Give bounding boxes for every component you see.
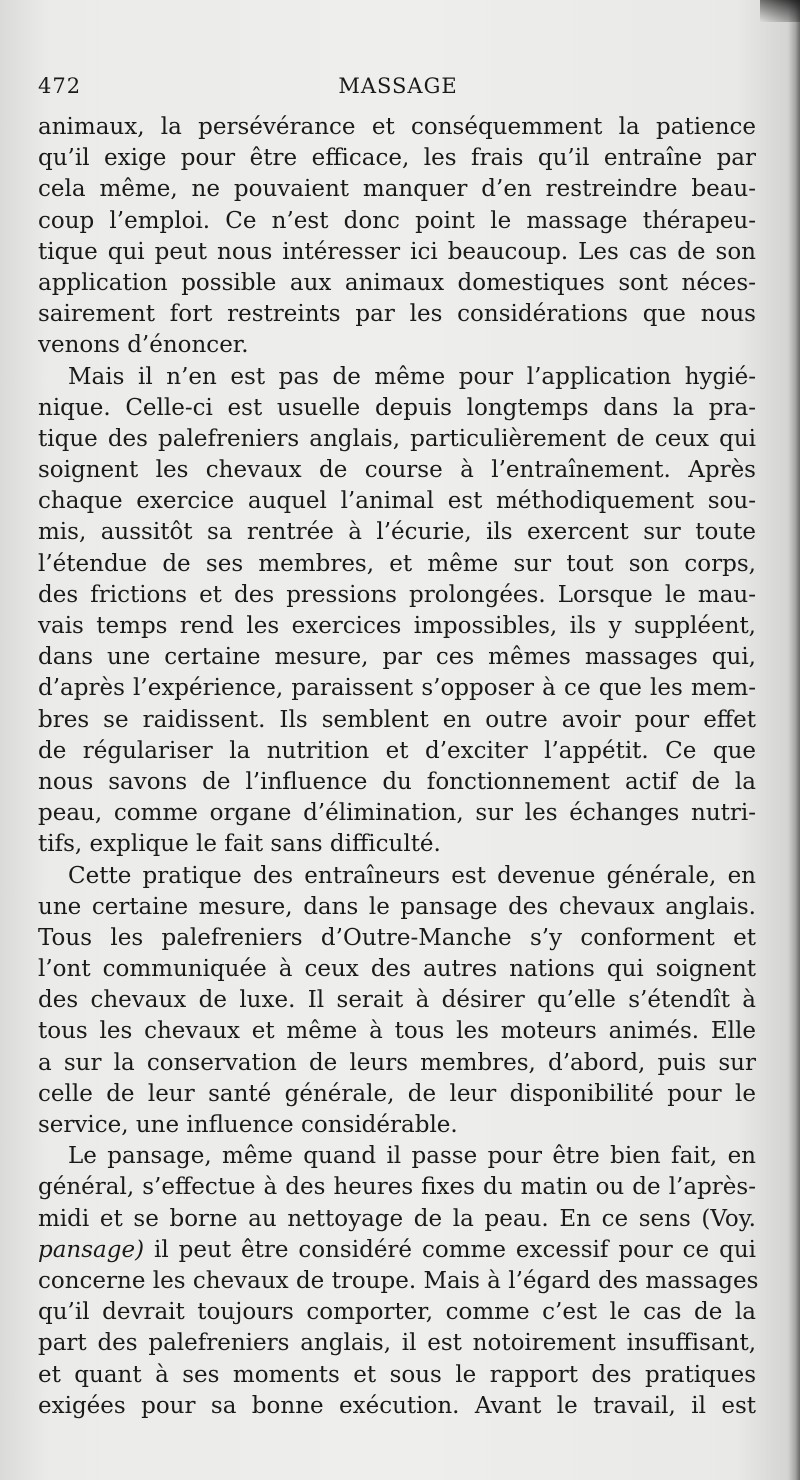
page-number: 472 xyxy=(38,74,82,98)
text-line: tous les chevaux et même à tous les moteurs animés. Elle xyxy=(38,1018,756,1045)
text-line: mis, aussitôt sa rentrée à l’écurie, ils exercent sur toute xyxy=(38,519,756,546)
text-line: midi et se borne au nettoyage de la peau. En ce sens (Voy. xyxy=(38,1205,756,1232)
text-line: concerne les chevaux de troupe. Mais à l’égard des massages xyxy=(38,1267,759,1294)
text-line: Cette pratique des entraîneurs est devenue générale, en xyxy=(68,862,756,889)
text-line: tique qui peut nous intéresser ici beaucoup. Les cas de son xyxy=(38,238,756,265)
text-line: nique. Celle-ci est usuelle depuis longtemps dans la pra- xyxy=(38,394,756,421)
text-line: chaque exercice auquel l’animal est méthodiquement sou- xyxy=(38,488,756,515)
text-line: coup l’emploi. Ce n’est donc point le massage thérapeu- xyxy=(38,207,756,234)
text-line: qu’il devrait toujours comporter, comme c’est le cas de la xyxy=(38,1299,756,1326)
text-line: l’ont communiquée à ceux des autres nations qui soignent xyxy=(38,956,756,983)
text-line: Mais il n’en est pas de même pour l’application hygié- xyxy=(68,363,756,390)
text-line: des chevaux de luxe. Il serait à désirer qu’elle s’étendît à xyxy=(38,987,756,1014)
text-line: et quant à ses moments et sous le rapport des pratiques xyxy=(38,1361,756,1388)
text-line: nous savons de l’influence du fonctionnement actif de la xyxy=(38,768,756,795)
text-line: part des palefreniers anglais, il est notoirement insuffisant, xyxy=(38,1330,756,1357)
text-line: Le pansage, même quand il passe pour être bien fait, en xyxy=(68,1143,756,1170)
text-line-rest: il peut être considéré comme excessif pour ce qui xyxy=(144,1236,756,1263)
running-head xyxy=(38,70,758,104)
text-line: soignent les chevaux de course à l’entraînement. Après xyxy=(38,457,756,484)
text-line: application possible aux animaux domestiques sont néces- xyxy=(38,269,756,296)
text-line: général, s’effectue à des heures fixes du matin ou de l’après- xyxy=(38,1174,756,1201)
page-edge-shadow xyxy=(788,0,800,1480)
text-line: animaux, la persévérance et conséquemment la patience xyxy=(38,114,756,140)
text-line: a sur la conservation de leurs membres, d’abord, puis sur xyxy=(38,1049,756,1076)
body-text xyxy=(38,112,759,1422)
text-line: peau, comme organe d’élimination, sur les échanges nutri- xyxy=(38,800,756,827)
text-line: tifs, explique le fait sans difficulté. xyxy=(38,831,441,858)
text-line: dans une certaine mesure, par ces mêmes massages qui, xyxy=(38,644,756,671)
text-line: vais temps rend les exercices impossibles, ils y suppléent, xyxy=(38,613,756,639)
text-line-with-italic xyxy=(38,1235,756,1266)
text-line: qu’il exige pour être efficace, les frais qu’il entraîne par xyxy=(38,145,756,172)
text-line: venons d’énoncer. xyxy=(38,332,249,359)
text-line: celle de leur santé générale, de leur disponibilité pour le xyxy=(38,1080,756,1107)
text-line: exigées pour sa bonne exécution. Avant le travail, il est xyxy=(38,1392,756,1419)
text-line: cela même, ne pouvaient manquer d’en restreindre beau- xyxy=(38,176,756,203)
text-line: Tous les palefreniers d’Outre-Manche s’y conforment et xyxy=(38,924,756,951)
text-line: des frictions et des pressions prolongées. Lorsque le mau- xyxy=(38,581,756,608)
italic-word: pansage) xyxy=(38,1236,145,1263)
page-corner-shadow xyxy=(760,0,800,22)
text-line: bres se raidissent. Ils semblent en outre avoir pour effet xyxy=(38,706,756,733)
text-line: tique des palefreniers anglais, particulièrement de ceux qui xyxy=(38,425,756,452)
running-title: MASSAGE xyxy=(338,74,458,98)
text-line: une certaine mesure, dans le pansage des chevaux anglais. xyxy=(38,893,756,920)
text-line: d’après l’expérience, paraissent s’opposer à ce que les mem- xyxy=(38,675,756,702)
text-line: sairement fort restreints par les considérations que nous xyxy=(38,301,756,328)
text-line: l’étendue de ses membres, et même sur tout son corps, xyxy=(38,550,756,577)
text-line: de régulariser la nutrition et d’exciter l’appétit. Ce que xyxy=(38,737,756,764)
text-line: service, une influence considérable. xyxy=(38,1112,458,1138)
